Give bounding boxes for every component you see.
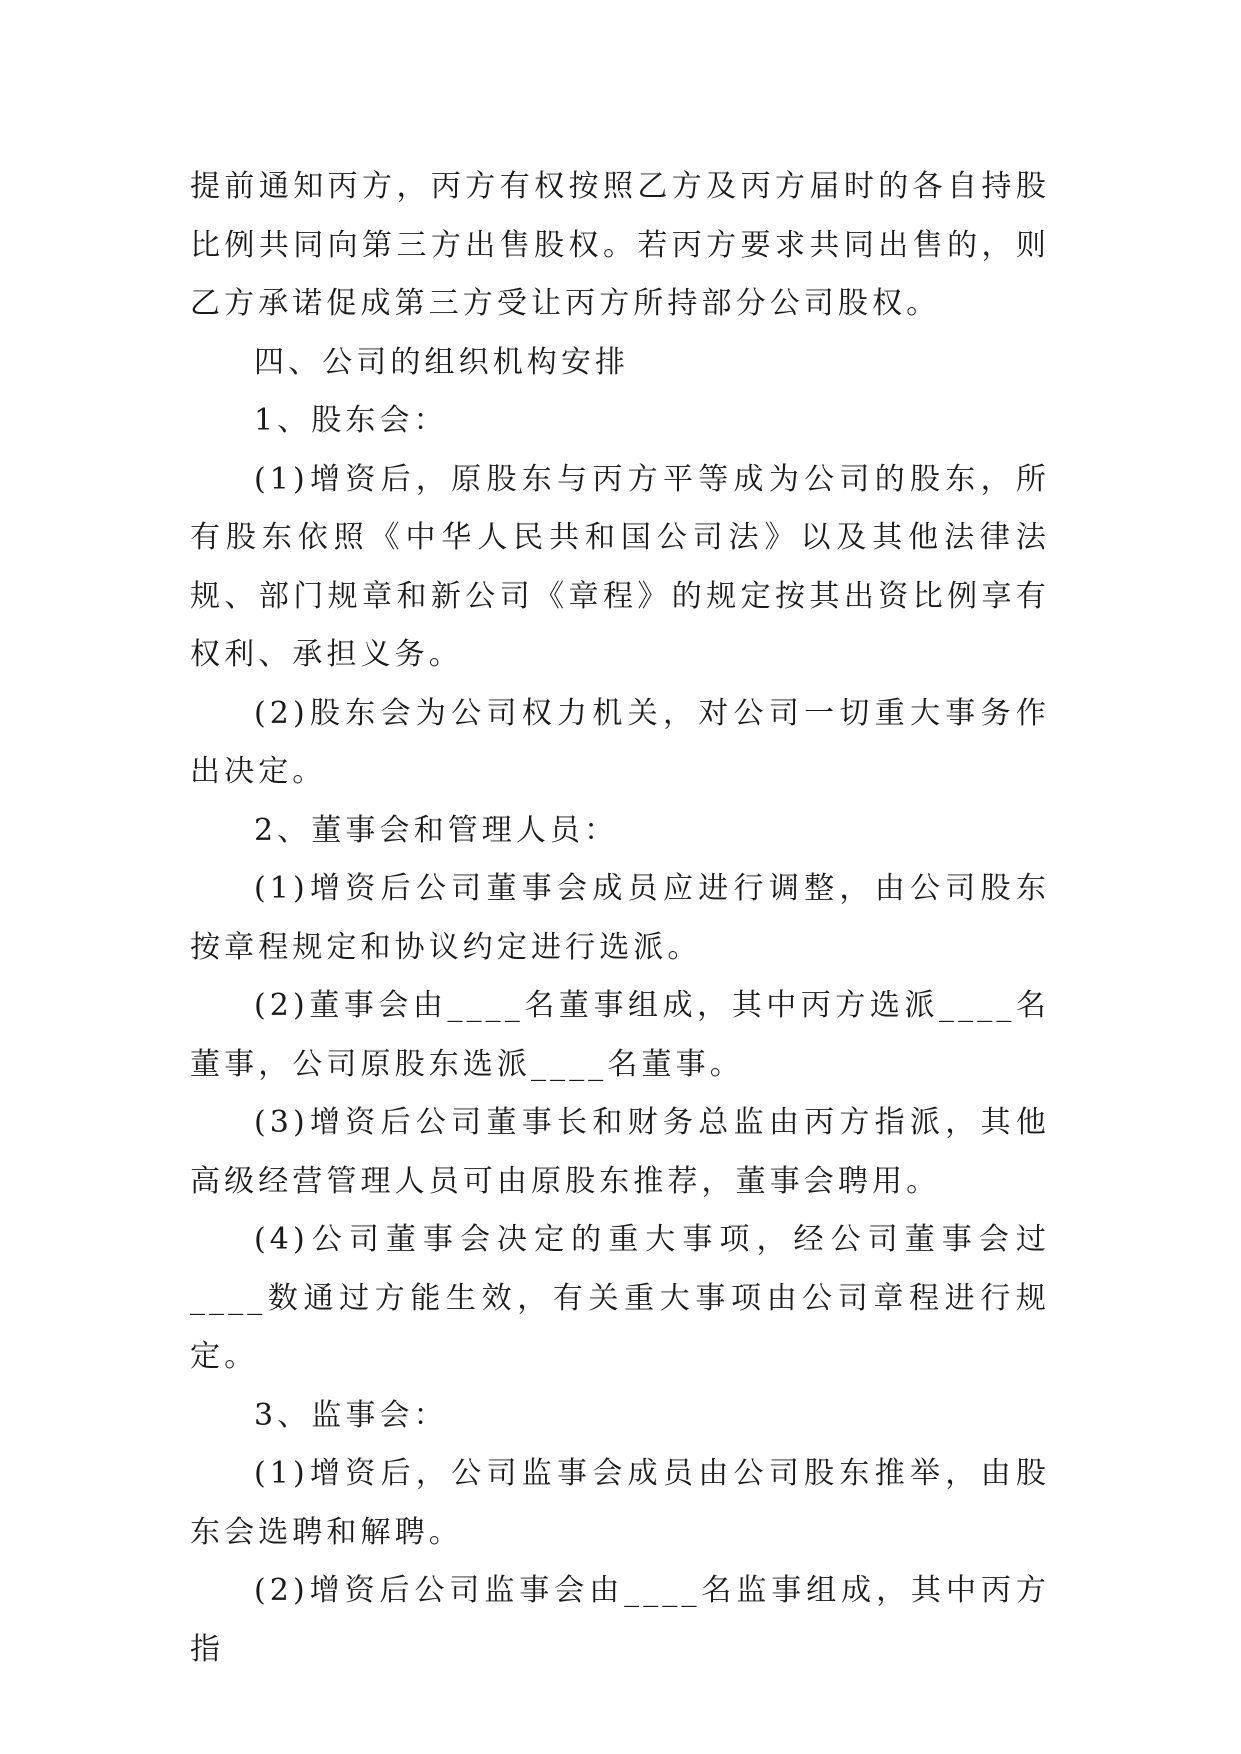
- section-heading-organization: 四、公司的组织机构安排: [254, 344, 630, 380]
- clause-supervisors-2: (2)增资后公司监事会由____名监事组成，其中丙方指: [190, 1573, 1050, 1667]
- document-body: [190, 158, 1050, 1679]
- clause-board-4: (4)公司董事会决定的重大事项，经公司董事会过____数通过方能生效，有关重大事项由公司章程进行规定。: [190, 1222, 1050, 1374]
- clause-supervisors-1: (1)增资后，公司监事会成员由公司股东推举，由股东会选聘和解聘。: [190, 1456, 1050, 1550]
- paragraph-continuation: 提前通知丙方，丙方有权按照乙方及丙方届时的各自持股比例共同向第三方出售股权。若丙方要求共同出售的，则乙方承诺促成第三方受让丙方所持部分公司股权。: [190, 169, 1050, 321]
- clause-shareholders-1: (1)增资后，原股东与丙方平等成为公司的股东，所有股东依照《中华人民共和国公司法》以及其他法律法规、部门规章和新公司《章程》的规定按其出资比例享有权利、承担义务。: [190, 461, 1050, 672]
- clause-board-1: (1)增资后公司董事会成员应进行调整，由公司股东按章程规定和协议约定进行选派。: [190, 871, 1050, 965]
- clause-board-3: (3)增资后公司董事长和财务总监由丙方指派，其他高级经营管理人员可由原股东推荐，董事会聘用。: [190, 1105, 1050, 1199]
- subheading-board-and-management: 2、董事会和管理人员：: [254, 812, 619, 848]
- subheading-supervisory-board: 3、监事会：: [254, 1397, 448, 1433]
- clause-board-2: (2)董事会由____名董事组成，其中丙方选派____名董事，公司原股东选派____名董事。: [190, 988, 1050, 1082]
- subheading-shareholders-meeting: 1、股东会：: [254, 403, 448, 438]
- clause-shareholders-2: (2)股东会为公司权力机关，对公司一切重大事务作出决定。: [190, 695, 1050, 789]
